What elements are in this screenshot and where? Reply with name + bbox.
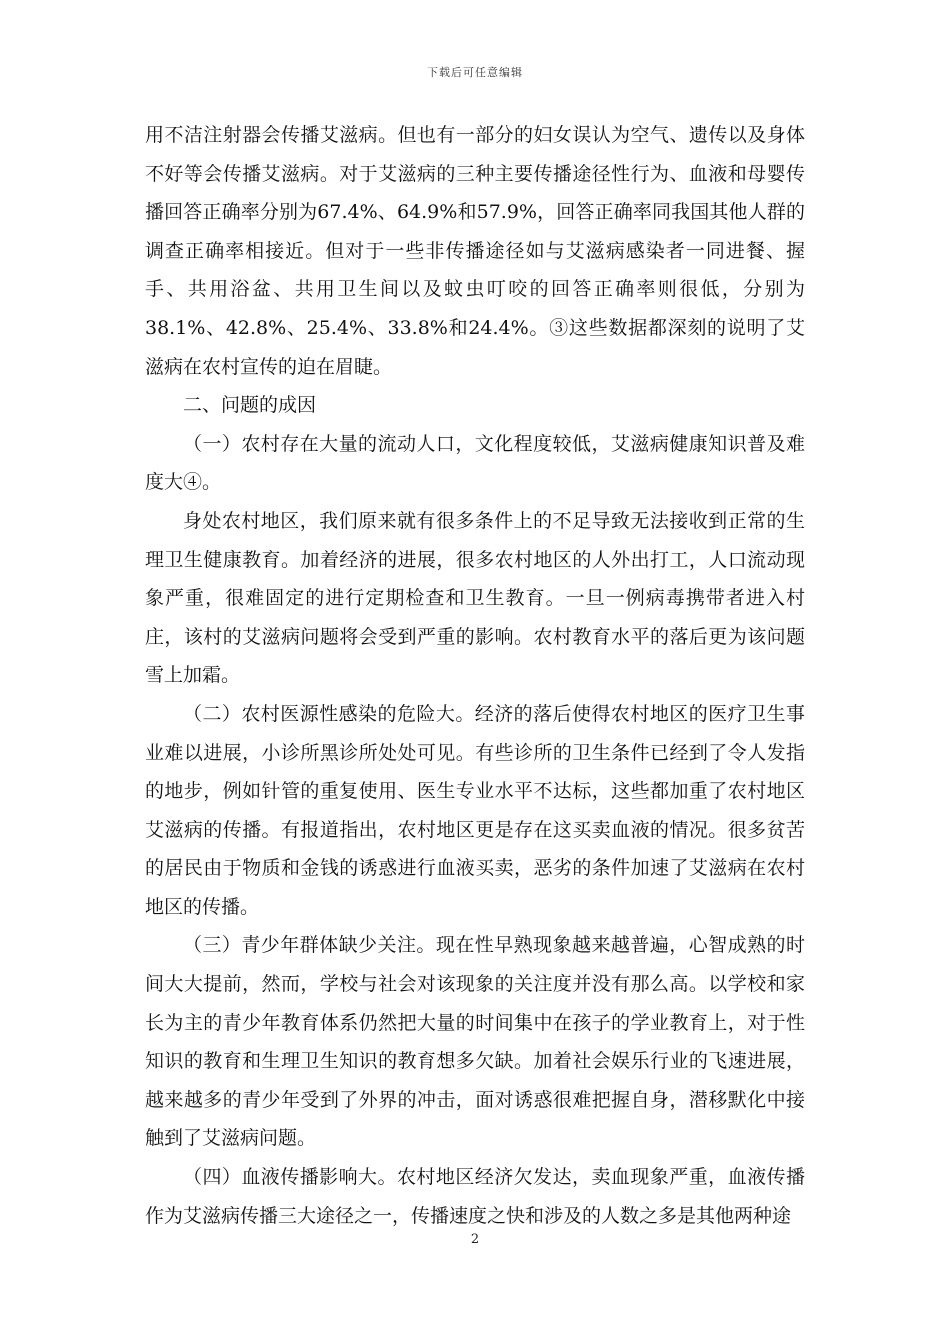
body-paragraph-1: 身处农村地区，我们原来就有很多条件上的不足导致无法接收到正常的生理卫生健康教育。加着经济的进展，很多农村地区的人外出打工，人口流动现象严重，很难固定的进行定期检查和卫生教育。一旦一例病毒携带者进入村庄，该村的艾滋病问题将会受到严重的影响。农村教育水平的落后更为该问题雪上加霜。 [145, 509, 805, 687]
subheading-paragraph-2: （二）农村医源性感染的危险大。经济的落后使得农村地区的医疗卫生事业难以进展，小诊所黑诊所处处可见。有些诊所的卫生条件已经到了令人发指的地步，例如针管的重复使用、医生专业水平不达标，这些都加重了农村地区艾滋病的传播。有报道指出，农村地区更是存在这买卖血液的情况。很多贫苦的居民由于物质和金钱的诱惑进行血液买卖，恶劣的条件加速了艾滋病在农村地区的传播。 [145, 702, 805, 918]
section-heading: 二、问题的成因 [183, 394, 317, 417]
subheading-paragraph-4: （四）血液传播影响大。农村地区经济欠发达，卖血现象严重，血液传播作为艾滋病传播三大途径之一，传播速度之快和涉及的人数之多是其他两种途 [145, 1166, 805, 1227]
page-header: 下载后可任意编辑 [427, 66, 523, 79]
document-body [145, 116, 805, 1235]
subheading-paragraph-1: （一）农村存在大量的流动人口，文化程度较低，艾滋病健康知识普及难度大④。 [145, 432, 805, 494]
page-number: 2 [470, 1232, 480, 1247]
paragraph-continuation: 用不洁注射器会传播艾滋病。但也有一部分的妇女误认为空气、遗传以及身体不好等会传播艾滋病。对于艾滋病的三种主要传播途径性行为、血液和母婴传播回答正确率分别为67.4%、64.9%和57.9%，回答正确率同我国其他人群的调查正确率相接近。但对于一些非传播途径如与艾滋病感染者一同进餐、握手、共用浴盆、共用卫生间以及蚊虫叮咬的回答正确率则很低，分别为38.1%、42.8%、25.4%、33.8%和24.4%。③这些数据都深刻的说明了艾滋病在农村宣传的迫在眉睫。 [145, 124, 805, 378]
subheading-paragraph-3: （三）青少年群体缺少关注。现在性早熟现象越来越普遍，心智成熟的时间大大提前，然而，学校与社会对该现象的关注度并没有那么高。以学校和家长为主的青少年教育体系仍然把大量的时间集中在孩子的学业教育上，对于性知识的教育和生理卫生知识的教育想多欠缺。加着社会娱乐行业的飞速进展，越来越多的青少年受到了外界的冲击，面对诱惑很难把握自身，潜移默化中接触到了艾滋病问题。 [145, 934, 805, 1150]
